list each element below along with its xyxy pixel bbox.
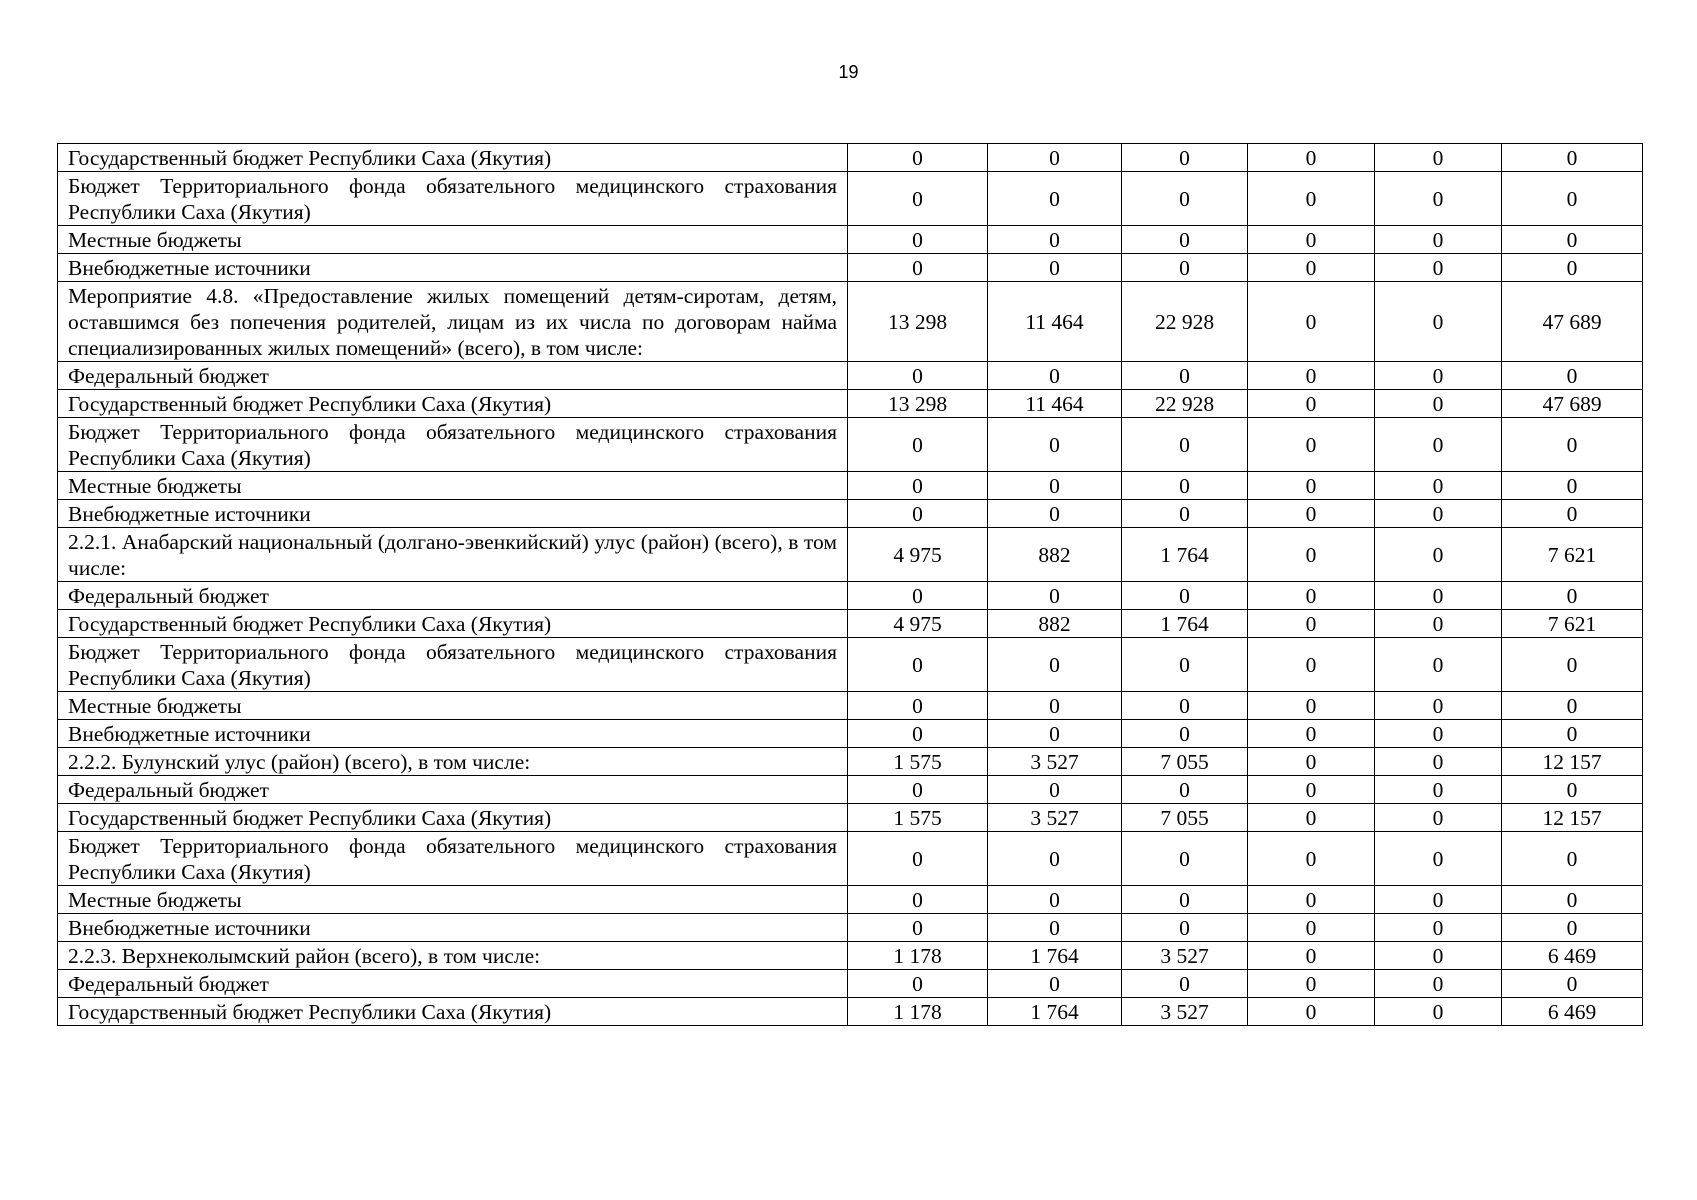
value-cell-5: 0: [1375, 914, 1502, 942]
row-label: Местные бюджеты: [58, 692, 848, 720]
value-cell-1: 1 575: [848, 748, 988, 776]
value-cell-3: 22 928: [1122, 390, 1248, 418]
table-row: [58, 390, 1643, 418]
value-cell-3: 0: [1122, 776, 1248, 804]
value-cell-1: 0: [848, 638, 988, 692]
value-cell-2: 0: [988, 472, 1122, 500]
value-cell-1: 0: [848, 776, 988, 804]
table-row: [58, 804, 1643, 832]
value-cell-5: 0: [1375, 390, 1502, 418]
table-row: [58, 832, 1643, 886]
table-row: [58, 582, 1643, 610]
value-cell-3: 0: [1122, 362, 1248, 390]
row-label: Мероприятие 4.8. «Предоставление жилых помещений детям-сиротам, детям, оставшимся без попечения родителей, лицам из их числа по договорам найма специализированных жилых помещений» (всего), в том числе:: [58, 282, 848, 362]
value-cell-2: 11 464: [988, 390, 1122, 418]
value-cell-5: 0: [1375, 472, 1502, 500]
value-cell-2: 0: [988, 720, 1122, 748]
value-cell-6: 0: [1502, 692, 1643, 720]
value-cell-6: 0: [1502, 582, 1643, 610]
value-cell-1: 0: [848, 226, 988, 254]
value-cell-6: 0: [1502, 254, 1643, 282]
value-cell-3: 1 764: [1122, 610, 1248, 638]
table-row: [58, 942, 1643, 970]
table-row: [58, 144, 1643, 172]
value-cell-4: 0: [1248, 720, 1375, 748]
row-label: Внебюджетные источники: [58, 720, 848, 748]
value-cell-6: 7 621: [1502, 528, 1643, 582]
value-cell-5: 0: [1375, 748, 1502, 776]
value-cell-3: 7 055: [1122, 804, 1248, 832]
value-cell-2: 0: [988, 254, 1122, 282]
value-cell-5: 0: [1375, 582, 1502, 610]
table-row: [58, 362, 1643, 390]
value-cell-6: 0: [1502, 500, 1643, 528]
value-cell-3: 0: [1122, 582, 1248, 610]
value-cell-5: 0: [1375, 282, 1502, 362]
value-cell-3: 0: [1122, 886, 1248, 914]
value-cell-6: 47 689: [1502, 390, 1643, 418]
value-cell-2: 3 527: [988, 748, 1122, 776]
value-cell-1: 1 178: [848, 998, 988, 1026]
value-cell-2: 0: [988, 582, 1122, 610]
value-cell-4: 0: [1248, 832, 1375, 886]
value-cell-2: 882: [988, 610, 1122, 638]
row-label: 2.2.3. Верхнеколымский район (всего), в том числе:: [58, 942, 848, 970]
value-cell-5: 0: [1375, 144, 1502, 172]
value-cell-5: 0: [1375, 692, 1502, 720]
value-cell-2: 1 764: [988, 998, 1122, 1026]
value-cell-2: 11 464: [988, 282, 1122, 362]
row-label: Местные бюджеты: [58, 886, 848, 914]
table-row: [58, 282, 1643, 362]
budget-table: [57, 143, 1643, 1026]
value-cell-1: 1 575: [848, 804, 988, 832]
value-cell-6: 6 469: [1502, 998, 1643, 1026]
value-cell-3: 3 527: [1122, 942, 1248, 970]
value-cell-3: 0: [1122, 970, 1248, 998]
value-cell-3: 0: [1122, 832, 1248, 886]
value-cell-1: 4 975: [848, 528, 988, 582]
value-cell-1: 1 178: [848, 942, 988, 970]
value-cell-6: 0: [1502, 776, 1643, 804]
value-cell-3: 3 527: [1122, 998, 1248, 1026]
value-cell-3: 0: [1122, 500, 1248, 528]
value-cell-4: 0: [1248, 282, 1375, 362]
value-cell-3: 0: [1122, 226, 1248, 254]
value-cell-3: 22 928: [1122, 282, 1248, 362]
row-label: Бюджет Территориального фонда обязательного медицинского страхования Республики Саха (Якутия): [58, 832, 848, 886]
value-cell-4: 0: [1248, 582, 1375, 610]
table-row: [58, 226, 1643, 254]
value-cell-4: 0: [1248, 998, 1375, 1026]
value-cell-3: 0: [1122, 720, 1248, 748]
value-cell-3: 0: [1122, 638, 1248, 692]
row-label: Внебюджетные источники: [58, 254, 848, 282]
table-row: [58, 528, 1643, 582]
row-label: Бюджет Территориального фонда обязательного медицинского страхования Республики Саха (Якутия): [58, 172, 848, 226]
value-cell-2: 0: [988, 914, 1122, 942]
value-cell-1: 13 298: [848, 390, 988, 418]
value-cell-5: 0: [1375, 500, 1502, 528]
value-cell-6: 0: [1502, 970, 1643, 998]
row-label: 2.2.1. Анабарский национальный (долгано-эвенкийский) улус (район) (всего), в том числе:: [58, 528, 848, 582]
value-cell-3: 0: [1122, 418, 1248, 472]
value-cell-3: 0: [1122, 914, 1248, 942]
row-label: Бюджет Территориального фонда обязательного медицинского страхования Республики Саха (Якутия): [58, 418, 848, 472]
table-row: [58, 970, 1643, 998]
row-label: 2.2.2. Булунский улус (район) (всего), в том числе:: [58, 748, 848, 776]
value-cell-1: 0: [848, 914, 988, 942]
value-cell-6: 6 469: [1502, 942, 1643, 970]
value-cell-2: 0: [988, 418, 1122, 472]
row-label: Государственный бюджет Республики Саха (Якутия): [58, 610, 848, 638]
value-cell-3: 7 055: [1122, 748, 1248, 776]
value-cell-5: 0: [1375, 362, 1502, 390]
value-cell-6: 47 689: [1502, 282, 1643, 362]
value-cell-5: 0: [1375, 254, 1502, 282]
table-row: [58, 914, 1643, 942]
value-cell-1: 0: [848, 886, 988, 914]
page-number: 19: [838, 62, 859, 82]
value-cell-4: 0: [1248, 804, 1375, 832]
value-cell-2: 1 764: [988, 942, 1122, 970]
row-label: Местные бюджеты: [58, 226, 848, 254]
value-cell-5: 0: [1375, 998, 1502, 1026]
value-cell-6: 0: [1502, 418, 1643, 472]
row-label: Государственный бюджет Республики Саха (Якутия): [58, 390, 848, 418]
value-cell-4: 0: [1248, 942, 1375, 970]
value-cell-6: 12 157: [1502, 748, 1643, 776]
row-label: Государственный бюджет Республики Саха (Якутия): [58, 998, 848, 1026]
row-label: Внебюджетные источники: [58, 914, 848, 942]
value-cell-6: 0: [1502, 226, 1643, 254]
value-cell-5: 0: [1375, 970, 1502, 998]
value-cell-1: 0: [848, 418, 988, 472]
value-cell-6: 12 157: [1502, 804, 1643, 832]
row-label: Федеральный бюджет: [58, 362, 848, 390]
value-cell-5: 0: [1375, 638, 1502, 692]
value-cell-1: 0: [848, 692, 988, 720]
value-cell-6: 0: [1502, 638, 1643, 692]
value-cell-2: 0: [988, 638, 1122, 692]
value-cell-1: 4 975: [848, 610, 988, 638]
value-cell-4: 0: [1248, 362, 1375, 390]
value-cell-1: 0: [848, 720, 988, 748]
value-cell-2: 0: [988, 362, 1122, 390]
table-row: [58, 692, 1643, 720]
value-cell-1: 0: [848, 254, 988, 282]
value-cell-2: 0: [988, 226, 1122, 254]
table-row: [58, 638, 1643, 692]
value-cell-5: 0: [1375, 172, 1502, 226]
table-row: [58, 418, 1643, 472]
row-label: Местные бюджеты: [58, 472, 848, 500]
value-cell-3: 0: [1122, 254, 1248, 282]
row-label: Федеральный бюджет: [58, 582, 848, 610]
value-cell-4: 0: [1248, 748, 1375, 776]
value-cell-1: 0: [848, 500, 988, 528]
value-cell-4: 0: [1248, 692, 1375, 720]
value-cell-4: 0: [1248, 500, 1375, 528]
value-cell-1: 0: [848, 362, 988, 390]
value-cell-2: 0: [988, 172, 1122, 226]
value-cell-6: 0: [1502, 362, 1643, 390]
value-cell-3: 0: [1122, 472, 1248, 500]
value-cell-2: 0: [988, 500, 1122, 528]
value-cell-1: 0: [848, 472, 988, 500]
table-row: [58, 500, 1643, 528]
value-cell-4: 0: [1248, 390, 1375, 418]
value-cell-5: 0: [1375, 610, 1502, 638]
value-cell-4: 0: [1248, 226, 1375, 254]
value-cell-1: 0: [848, 172, 988, 226]
value-cell-6: 0: [1502, 832, 1643, 886]
value-cell-1: 0: [848, 144, 988, 172]
table-row: [58, 172, 1643, 226]
value-cell-6: 0: [1502, 172, 1643, 226]
value-cell-2: 0: [988, 776, 1122, 804]
table-row: [58, 610, 1643, 638]
value-cell-2: 882: [988, 528, 1122, 582]
value-cell-2: 0: [988, 144, 1122, 172]
value-cell-4: 0: [1248, 472, 1375, 500]
value-cell-6: 0: [1502, 886, 1643, 914]
value-cell-6: 0: [1502, 720, 1643, 748]
value-cell-4: 0: [1248, 254, 1375, 282]
value-cell-5: 0: [1375, 418, 1502, 472]
value-cell-4: 0: [1248, 914, 1375, 942]
value-cell-3: 0: [1122, 172, 1248, 226]
value-cell-5: 0: [1375, 832, 1502, 886]
table-row: [58, 472, 1643, 500]
row-label: Федеральный бюджет: [58, 970, 848, 998]
row-label: Внебюджетные источники: [58, 500, 848, 528]
value-cell-5: 0: [1375, 942, 1502, 970]
value-cell-4: 0: [1248, 610, 1375, 638]
value-cell-4: 0: [1248, 970, 1375, 998]
value-cell-2: 0: [988, 970, 1122, 998]
value-cell-4: 0: [1248, 886, 1375, 914]
table-row: [58, 720, 1643, 748]
value-cell-1: 0: [848, 832, 988, 886]
value-cell-4: 0: [1248, 418, 1375, 472]
value-cell-1: 13 298: [848, 282, 988, 362]
value-cell-4: 0: [1248, 638, 1375, 692]
value-cell-2: 0: [988, 832, 1122, 886]
value-cell-3: 0: [1122, 144, 1248, 172]
value-cell-2: 0: [988, 692, 1122, 720]
table-row: [58, 998, 1643, 1026]
value-cell-1: 0: [848, 582, 988, 610]
table-row: [58, 776, 1643, 804]
row-label: Государственный бюджет Республики Саха (Якутия): [58, 804, 848, 832]
value-cell-2: 0: [988, 886, 1122, 914]
value-cell-5: 0: [1375, 886, 1502, 914]
value-cell-5: 0: [1375, 226, 1502, 254]
value-cell-4: 0: [1248, 172, 1375, 226]
value-cell-5: 0: [1375, 720, 1502, 748]
value-cell-3: 1 764: [1122, 528, 1248, 582]
row-label: Государственный бюджет Республики Саха (Якутия): [58, 144, 848, 172]
value-cell-3: 0: [1122, 692, 1248, 720]
value-cell-4: 0: [1248, 776, 1375, 804]
value-cell-1: 0: [848, 970, 988, 998]
table-body: [58, 144, 1643, 1026]
row-label: Бюджет Территориального фонда обязательного медицинского страхования Республики Саха (Якутия): [58, 638, 848, 692]
value-cell-2: 3 527: [988, 804, 1122, 832]
value-cell-4: 0: [1248, 528, 1375, 582]
row-label: Федеральный бюджет: [58, 776, 848, 804]
value-cell-6: 0: [1502, 472, 1643, 500]
table-row: [58, 886, 1643, 914]
value-cell-4: 0: [1248, 144, 1375, 172]
table-row: [58, 254, 1643, 282]
value-cell-6: 0: [1502, 144, 1643, 172]
table-row: [58, 748, 1643, 776]
value-cell-5: 0: [1375, 804, 1502, 832]
value-cell-5: 0: [1375, 776, 1502, 804]
value-cell-6: 7 621: [1502, 610, 1643, 638]
value-cell-5: 0: [1375, 528, 1502, 582]
value-cell-6: 0: [1502, 914, 1643, 942]
